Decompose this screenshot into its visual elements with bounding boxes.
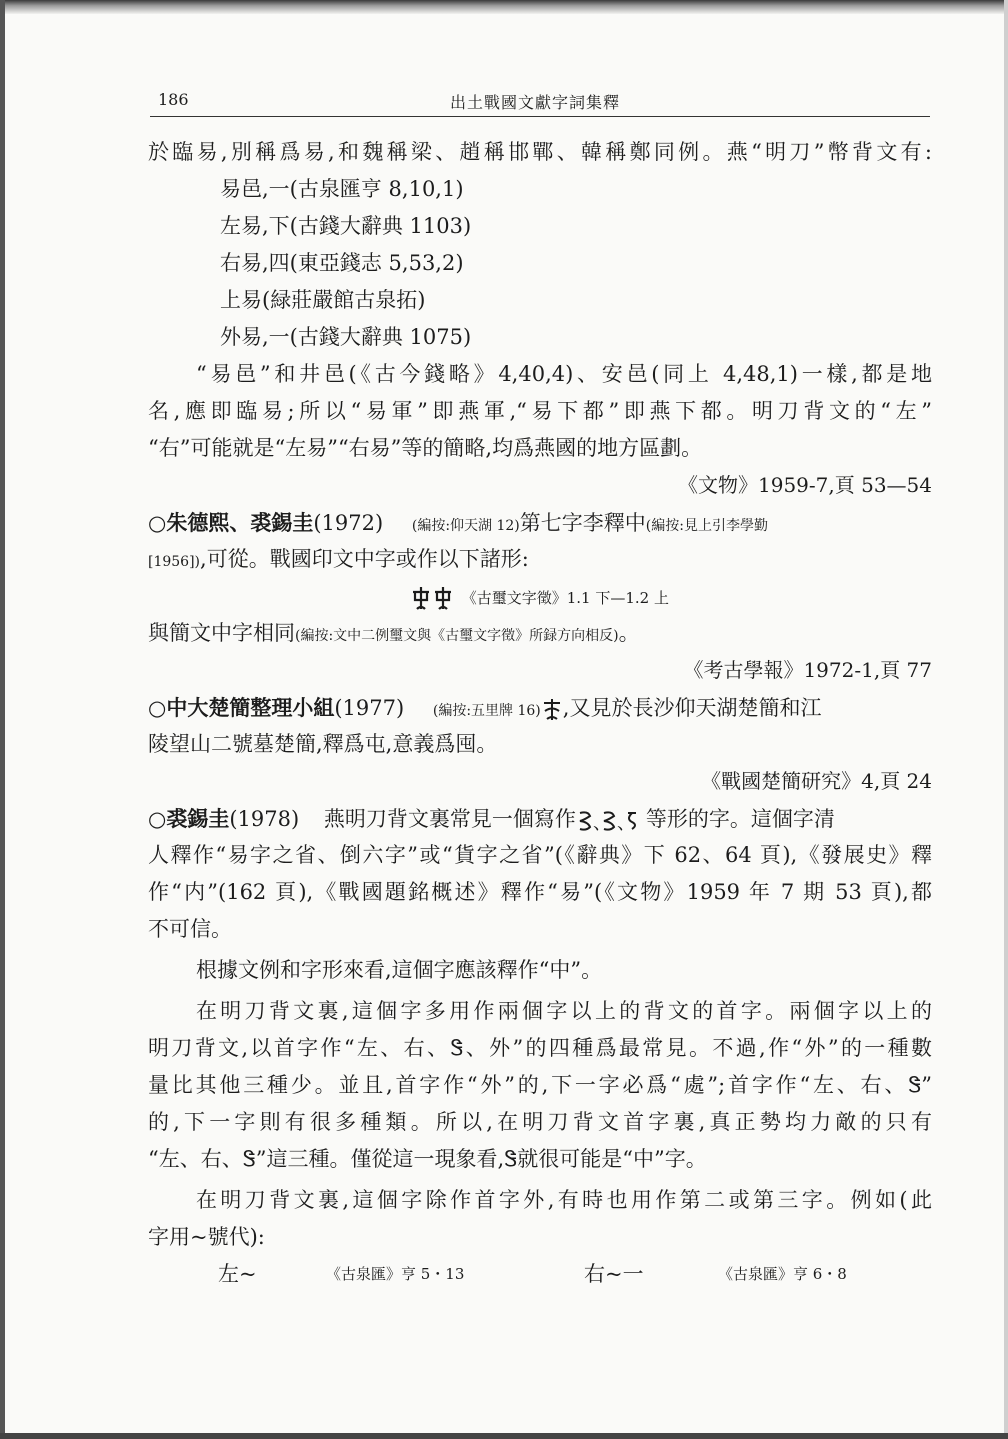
editor-note: (編按:仰天湖 12) [411,518,520,534]
entry-heading-line [148,689,932,726]
entry-text: 第七字李釋中 [519,511,646,535]
list-item: 左易,下(古錢大辭典 1103) [220,214,472,238]
bamboo-glyph-icon [541,698,563,722]
scan-edge-right [1004,0,1008,1439]
source-citation: 《考古學報》1972-1,頁 77 [683,658,932,682]
example-text: 右~一 [584,1262,644,1286]
editor-note: (編按:文中二例璽文與《古璽文字徵》所録方向相反) [295,628,619,644]
list-item: 外易,一(古錢大辭典 1075) [220,325,472,349]
paragraph-line: 於臨易,別稱爲易,和魏稱梁、趙稱邯鄲、韓稱鄭同例。燕“明刀”幣背文有: [148,140,932,164]
paragraph-line [148,615,932,652]
entry-text: 等形的字。這個字清 [645,807,835,831]
page-header [150,86,930,117]
list-item: 上易(緑莊嚴館古泉拓) [220,288,426,312]
editor-note: (編按:五里牌 16) [432,703,541,719]
list-item: 右易,四(東亞錢志 5,53,2) [220,251,464,275]
coin-glyph-forms [576,809,646,833]
paragraph-line: 在明刀背文裏,這個字除作首字外,有時也用作第二或第三字。例如(此 [196,1188,932,1212]
entry-text: 與簡文中字相同 [148,621,295,645]
entry-year: (1977) [334,696,405,720]
entry-text: 。 [618,621,640,645]
running-title: 出土戰國文獻字詞集釋 [450,93,621,112]
svg-text:、: 、 [616,812,635,833]
example-row [148,1256,932,1293]
entry-heading-line [148,800,932,837]
paragraph-line: “右”可能就是“左易”“右易”等的簡略,均爲燕國的地方區劃。 [148,436,703,460]
paragraph-line: 作“内”(162 頁),《戰國題銘概述》釋作“易”(《文物》1959 年 7 期 53 頁),都 [148,880,932,904]
entry-text: ,可從。戰國印文中字或作以下諸形: [200,547,529,571]
paragraph-line: 在明刀背文裏,這個字多用作兩個字以上的背文的首字。兩個字以上的 [196,999,932,1023]
entry-text: 燕明刀背文裏常見一個寫作 [323,807,576,831]
paragraph-line: 量比其他三種少。並且,首字作“外”的,下一字必爲“處”;首字作“左、右、Ꮥ” [148,1073,932,1097]
paragraph-line [148,541,932,578]
source-citation: 《文物》1959-7,頁 53—54 [678,473,932,497]
entry-text: ,又見於長沙仰天湖楚簡和江 [562,696,822,720]
paragraph-line: 陵望山二號墓楚簡,釋爲屯,意義爲囤。 [148,732,498,756]
paragraph-line: 的,下一字則有很多種類。所以,在明刀背文首字裏,真正勢均力敵的只有 [148,1110,932,1134]
paragraph-line: 名,應即臨易;所以“易軍”即燕軍,“易下都”即燕下都。明刀背文的“左” [148,399,932,423]
seal-glyph-figure [411,585,455,611]
entry-author: ○朱德熙、裘錫圭 [148,510,314,535]
entry-heading-line [148,504,932,541]
scan-edge-left [0,0,5,1439]
paragraph-line: 字用~號代): [148,1225,265,1249]
editor-note: [1956]) [148,554,201,570]
scan-edge-top [0,0,1008,14]
list-item: 易邑,一(古泉匯亨 8,10,1) [220,177,464,201]
page-number: 186 [158,90,189,109]
paragraph-line: “易邑”和井邑(《古今錢略》4,40,4)、安邑(同上 4,48,1)一樣,都是地 [196,362,932,386]
paragraph-line: 人釋作“易字之省、倒六字”或“貨字之省”(《辭典》下 62、64 頁),《發展史》釋 [148,843,932,867]
page-body [148,134,932,1293]
entry-year: (1972) [313,511,384,535]
seal-figure-line [148,578,932,615]
editor-note: (編按:見上引李學勤 [645,518,768,534]
scan-edge-bottom [0,1433,1008,1439]
example-text: 左~ [218,1262,257,1286]
entry-year: (1978) [229,807,300,831]
paragraph-line: 不可信。 [148,917,232,941]
example-source: 《古泉匯》亨 5・13 [326,1265,465,1283]
figure-caption: 《古璽文字徵》1.1 下—1.2 上 [461,589,669,607]
entry-author: ○中大楚簡整理小組 [148,695,335,720]
source-citation: 《戰國楚簡研究》4,頁 24 [701,769,932,793]
paragraph-line: “左、右、Ꮥ”這三種。僅從這一現象看,Ꮥ就很可能是“中”字。 [148,1147,707,1171]
paragraph-line: 明刀背文,以首字作“左、右、Ꮥ、外”的四種爲最常見。不過,作“外”的一種數 [148,1036,932,1060]
svg-text:、: 、 [592,812,611,833]
example-source: 《古泉匯》亨 6・8 [718,1265,847,1283]
entry-author: ○裘錫圭 [148,806,230,831]
paragraph-line: 根據文例和字形來看,這個字應該釋作“中”。 [196,958,603,982]
